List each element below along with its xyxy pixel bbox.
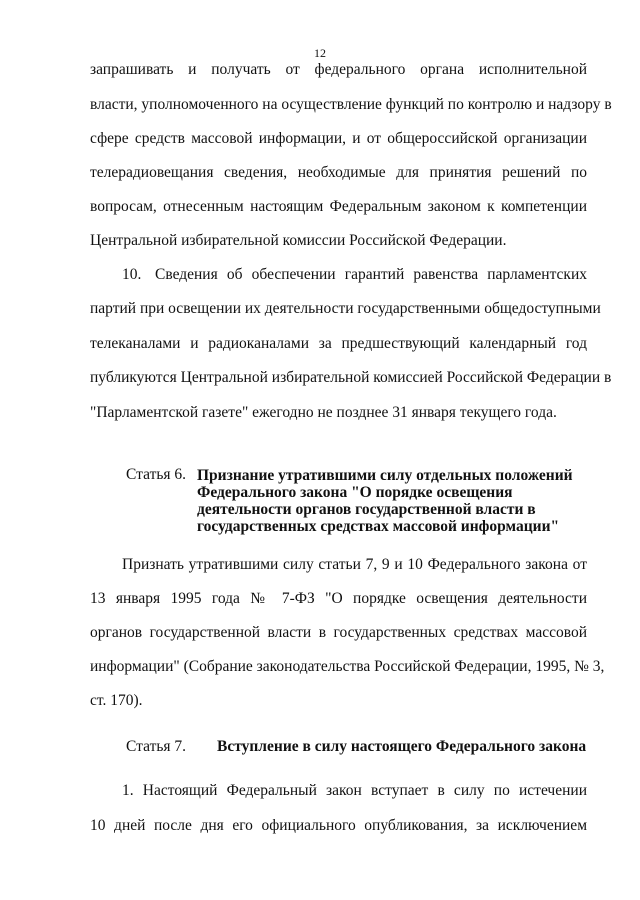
clause-number: 10.	[122, 266, 142, 283]
paragraph-line: вопросам, отнесенным настоящим Федеральным законом к компетенции	[90, 198, 587, 215]
article-body-line: органов государственной власти в государственных средствах массовой	[90, 624, 587, 641]
article-title-line: Федерального закона "О порядке освещения	[197, 484, 513, 501]
article-label: Статья 6.	[126, 466, 187, 483]
paragraph-line: сфере средств массовой информации, и от общероссийской организации	[90, 130, 587, 147]
page-number: 12	[314, 46, 326, 60]
article-body-line: 10 дней после дня его официального опубликования, за исключением	[90, 817, 587, 834]
paragraph-line: запрашивать и получать от федерального органа исполнительной	[90, 61, 587, 78]
article-title-line: деятельности органов государственной власти в	[197, 501, 536, 518]
clause-line: публикуются Центральной избирательной комиссией Российской Федерации в	[90, 369, 612, 386]
article-body-line: 13 января 1995 года № 7-ФЗ "О порядке освещения деятельности	[90, 590, 587, 607]
paragraph-line: власти, уполномоченного на осуществление функций по контролю и надзору в	[90, 96, 612, 113]
article-body-line: ст. 170).	[90, 692, 143, 709]
article-title-line: Признание утратившими силу отдельных положений	[197, 467, 573, 484]
article-title: Вступление в силу настоящего Федерального закона	[217, 738, 587, 755]
paragraph-line: телерадиовещания сведения, необходимые для принятия решений по	[90, 164, 587, 181]
clause-first-line: Сведения об обеспечении гарантий равенства парламентских	[155, 266, 587, 283]
clause-line: "Парламентской газете" ежегодно не позднее 31 января текущего года.	[90, 404, 557, 421]
article-body-line: 1. Настоящий Федеральный закон вступает в силу по истечении	[122, 782, 587, 799]
clause-line: партий при освещении их деятельности государственными общедоступными	[90, 300, 601, 317]
article-body-line: Признать утратившими силу статьи 7, 9 и 10 Федерального закона от	[122, 556, 587, 573]
article-title-line: государственных средствах массовой информации"	[197, 518, 560, 535]
clause-line: телеканалами и радиоканалами за предшествующий календарный год	[90, 335, 587, 352]
article-label: Статья 7.	[126, 738, 187, 755]
paragraph-line: Центральной избирательной комиссии Российской Федерации.	[90, 232, 507, 249]
article-body-line: информации" (Собрание законодательства Российской Федерации, 1995, № 3,	[90, 658, 605, 675]
